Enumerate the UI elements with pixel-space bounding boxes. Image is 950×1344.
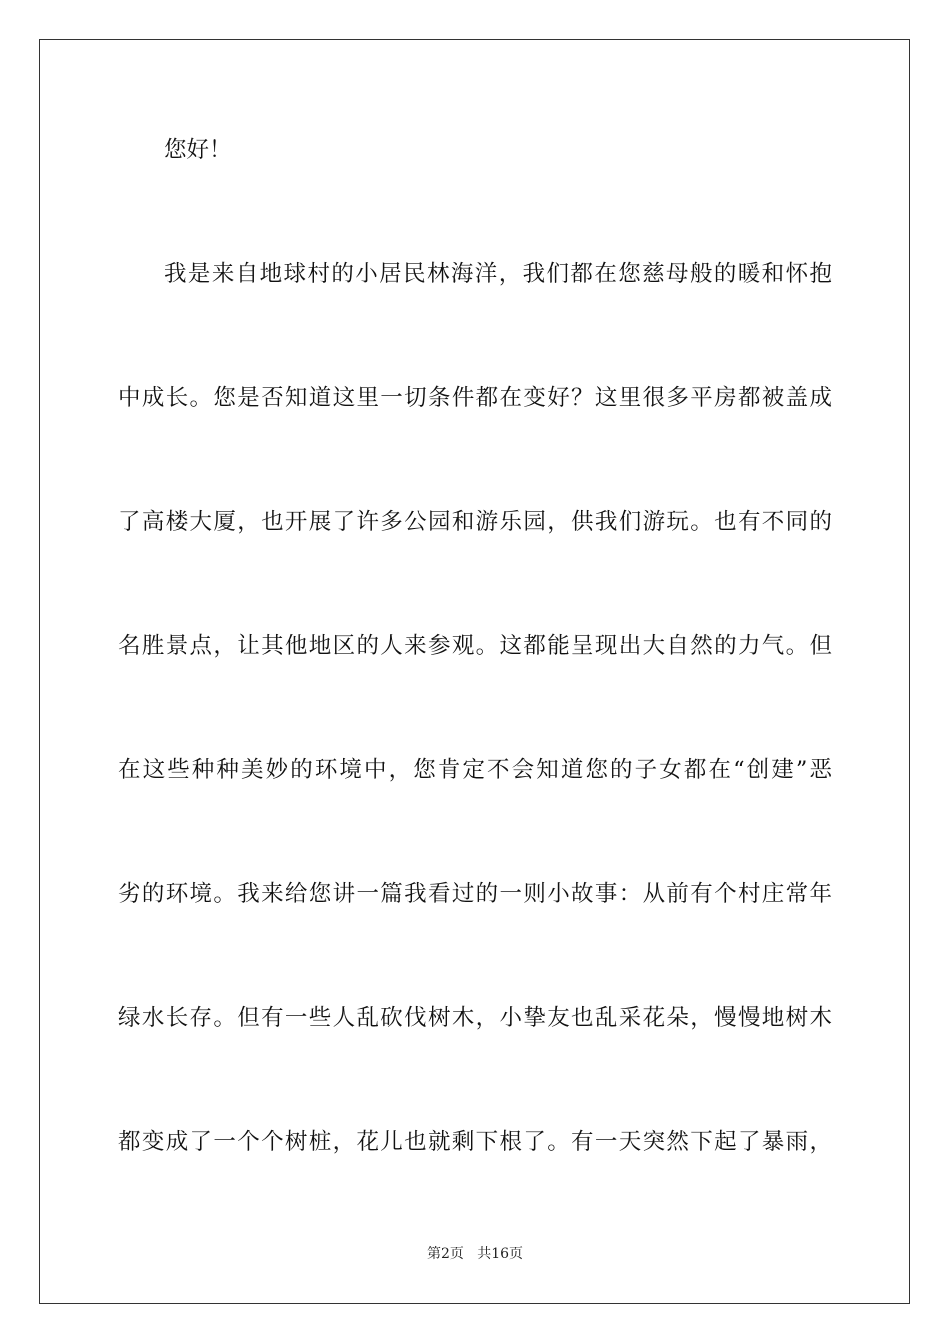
paragraph-line-7: 绿水长存。但有一些人乱砍伐树木，小挚友也乱采花朵，慢慢地树木 bbox=[118, 1005, 832, 1031]
paragraph-line-8: 都变成了一个个树桩，花儿也就剩下根了。有一天突然下起了暴雨， bbox=[118, 1129, 832, 1155]
paragraph-line-5: 在这些种种美妙的环境中，您肯定不会知道您的子女都在“创建”恶 bbox=[118, 757, 832, 783]
paragraph-line-2: 中成长。您是否知道这里一切条件都在变好？这里很多平房都被盖成 bbox=[118, 385, 832, 411]
greeting-line: 您好！ bbox=[164, 137, 232, 163]
paragraph-line-1: 我是来自地球村的小居民林海洋，我们都在您慈母般的暖和怀抱 bbox=[164, 261, 832, 287]
paragraph-line-4: 名胜景点，让其他地区的人来参观。这都能呈现出大自然的力气。但 bbox=[118, 633, 832, 659]
paragraph-line-3: 了高楼大厦，也开展了许多公园和游乐园，供我们游玩。也有不同的 bbox=[118, 509, 832, 535]
page-border bbox=[39, 39, 910, 1304]
page-number-footer: 第2页 共16页 bbox=[426, 1246, 524, 1262]
paragraph-line-6: 劣的环境。我来给您讲一篇我看过的一则小故事：从前有个村庄常年 bbox=[118, 881, 832, 907]
